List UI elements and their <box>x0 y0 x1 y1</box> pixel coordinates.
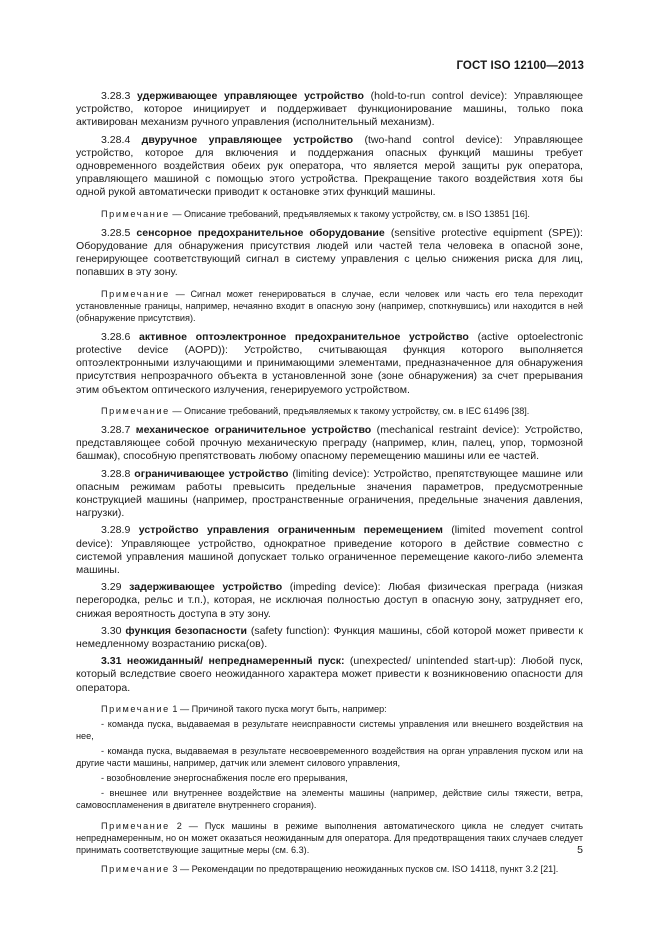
note: Примечание 3 — Рекомендации по предотвращению неожиданных пусков см. ISO 14118, пункт 3.2 [21]. <box>101 863 559 874</box>
term: функция безопасности <box>125 624 247 637</box>
term: удерживающее управляющее устройство <box>137 90 364 102</box>
definition-3-29: 3.29 задерживающее устройство (impeding device): Любая физическая преграда (низкая перегородка, рельс и т.п.), которая, не исключая полностью доступ в опасную зону, затрудняет его, снижая вероятность доступа в эту зону. <box>76 581 583 620</box>
definition-3-28-7: 3.28.7 механическое ограничительное устройство (mechanical restraint device): Устройство, представляющее собой прочную механическую преграду (например, клин, палец, упор, тормозной башмак), способную препятствовать любому опасному перемещению машины или ее частей. <box>76 423 583 463</box>
list-item: - внешнее или внутреннее воздействие на элементы машины (например, действие силы тяжести, ветра, самовоспламенения в двигателе внутреннего сгорания). <box>76 788 583 811</box>
page-number: 5 <box>577 844 583 856</box>
list-item: - возобновление энергоснабжения после его прерывания, <box>101 773 348 784</box>
note: Примечание 1 — Причиной такого пуска могут быть, например: <box>101 703 387 714</box>
definition-3-28-8: 3.28.8 ограничивающее устройство (limiting device): Устройство, препятствующее машине или опасным режимам работы превысить предельные значения параметров, предусмотренные конструкцией машины (например, пространственные ограничения, предельные значения давления, нагрузки). <box>76 467 584 520</box>
term: неожиданный/ непреднамеренный пуск: <box>126 655 345 668</box>
note: Примечание 2 — Пуск машины в режиме выполнения автоматического цикла не следует считать непреднамеренным, но он может оказаться неожиданным для оператора. Для предотвращения таких случаев следует принимать соответствующие защитные меры (см. 6.3). <box>76 820 583 855</box>
note: Примечание — Описание требований, предъявляемых к такому устройству, см. в ISO 13851 [16]. <box>101 208 530 219</box>
term: ограничивающее устройство <box>134 467 289 480</box>
definition-3-28-5: 3.28.5 сенсорное предохранительное оборудование (sensitive protective equipment (SPE)): Оборудование для обнаружения присутствия людей или частей тела человека в опасной зоне, генерирующее соответствующий сигнал в систему управления с целью снижения риска для лиц, попавших в эту зону. <box>76 226 583 279</box>
list-item: - команда пуска, выдаваемая в результате неисправности системы управления или внешнего воздействия на нее, <box>76 718 583 741</box>
definition-3-31: 3.31 неожиданный/ непреднамеренный пуск: (unexpected/ unintended start-up): Любой пуск, который вследствие своего неожиданного характера может привести к возникновению опасности для оператора. <box>76 655 583 694</box>
term: активное оптоэлектронное предохранительное устройство <box>139 330 469 343</box>
term: механическое ограничительное устройство <box>135 423 372 436</box>
definition-3-30: 3.30 функция безопасности (safety function): Функция машины, сбой которой может привести к немедленному возрастанию риска(ов). <box>76 624 584 650</box>
term: задерживающее устройство <box>129 581 283 594</box>
document-header: ГОСТ ISO 12100—2013 <box>456 60 584 72</box>
list-item: - команда пуска, выдаваемая в результате несвоевременного воздействия на орган управления пуском или на другие части машины, например, датчик или элемент силового управления, <box>76 746 583 769</box>
term: двуручное управляющее устройство <box>141 133 354 146</box>
term: сенсорное предохранительное оборудование <box>136 226 385 239</box>
note: Примечание — Описание требований, предъявляемых к такому устройству, см. в IEC 61496 [38]. <box>101 405 530 416</box>
document-body <box>76 90 583 882</box>
definition-3-28-4: 3.28.4 двуручное управляющее устройство (two-hand control device): Управляющее устройство, которое для включения и поддержания опасных функций машины требует одновременного воздействия обеих рук оператора, что является мерой защиты рук оператора, управляющего машиной с помощью этого устройства. Прекращение такого воздействия хотя бы одной рукой автоматически приводит к остановке этих функций машины. <box>76 133 583 199</box>
note: Примечание — Сигнал может генерироваться в случае, если человек или часть его тела переходит установленные границы, например, нечаянно входит в опасную зону (например, споткнувшись) или находится в ней (обнаружение присутствия). <box>76 288 583 323</box>
definition-3-28-6: 3.28.6 активное оптоэлектронное предохранительное устройство (active optoelectronic protective device (AOPD)): Устройство, считывающая функция которого выполняется оптоэлектронными излучающими и принимающими элементами, предназначенное для обнаружения присутствия непрозрачного объекта в установленной зоне (зоне обнаружения) за счет прерывания этим объектом оптического излучения, генерируемого устройством. <box>76 330 583 396</box>
term: устройство управления ограниченным перемещением <box>138 524 443 537</box>
definition-3-28-9: 3.28.9 устройство управления ограниченным перемещением (limited movement control device): Управляющее устройство, однократное приведение которого в действие совместно с системой управления машиной допускает только ограниченное перемещение какого-либо элемента машины. <box>76 524 583 576</box>
definition-3-28-3: 3.28.3 удерживающее управляющее устройство (hold-to-run control device): Управляющее устройство, которое инициирует и поддерживает функционирование машины, только пока активирован механизм ручного управления (исполнительный механизм). <box>76 90 583 129</box>
